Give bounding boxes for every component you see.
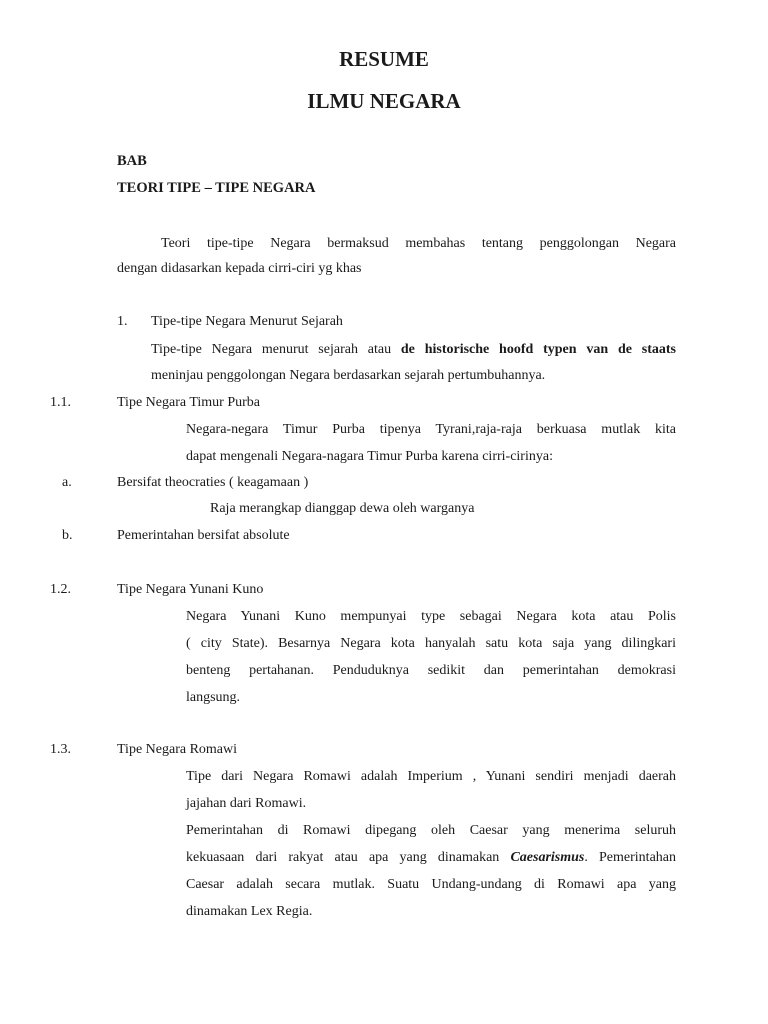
document-subtitle: ILMU NEGARA (307, 89, 461, 113)
list-item-b: Pemerintahan bersifat absolute (117, 528, 290, 543)
section-1-1-number: 1.1. (50, 395, 71, 410)
list-item-a-detail: Raja merangkap dianggap dewa oleh warganya (210, 501, 475, 516)
section-1-1-line-2: dapat mengenali Negara-nagara Timur Purba karena cirri-cirinya: (186, 449, 553, 464)
section-1-2-line-1: Negara Yunani Kuno mempunyai type sebagai Negara kota atau Polis (186, 609, 676, 624)
section-1-1-line-1: Negara-negara Timur Purba tipenya Tyrani,raja-raja berkuasa mutlak kita (186, 422, 676, 437)
section-1-heading: Tipe-tipe Negara Menurut Sejarah (151, 314, 343, 329)
intro-line-2: dengan didasarkan kepada cirri-ciri yg khas (117, 261, 362, 276)
list-item-a: Bersifat theocraties ( keagamaan ) (117, 475, 309, 490)
section-1-2-line-4: langsung. (186, 690, 241, 705)
section-1-3-heading: Tipe Negara Romawi (117, 742, 238, 757)
section-1-3-number: 1.3. (50, 742, 71, 757)
section-1-3-p1-line-2: jajahan dari Romawi. (186, 796, 307, 811)
list-marker-b: b. (62, 528, 73, 543)
section-1-3-p2-line-4: dinamakan Lex Regia. (186, 904, 313, 919)
section-1-3-p2-line-1: Pemerintahan di Romawi dipegang oleh Caesar yang menerima seluruh (186, 823, 676, 838)
intro-line-1: Teori tipe-tipe Negara bermaksud membahas tentang penggolongan Negara (161, 236, 676, 251)
chapter-name: TEORI TIPE – TIPE NEGARA (117, 180, 316, 196)
section-1-body-line-1: Tipe-tipe Negara menurut sejarah atau de historische hoofd typen van de staats (151, 342, 676, 357)
section-1-2-number: 1.2. (50, 582, 71, 597)
section-1-3-p1-line-1: Tipe dari Negara Romawi adalah Imperium , Yunani sendiri menjadi daerah (186, 769, 676, 784)
section-1-2-line-2: ( city State). Besarnya Negara kota hanyalah satu kota saja yang dilingkari (186, 636, 676, 651)
section-1-1-heading: Tipe Negara Timur Purba (117, 395, 260, 410)
section-1-2-line-3: benteng pertahanan. Penduduknya sedikit dan pemerintahan demokrasi (186, 663, 676, 678)
section-1-number: 1. (117, 314, 128, 329)
caesarismus-term: Caesarismus (510, 850, 585, 865)
chapter-label: BAB (117, 153, 147, 169)
section-1-3-p2-line-2: kekuasaan dari rakyat atau apa yang dinamakan Caesarismus. Pemerintahan (186, 850, 676, 865)
section-1-body-line-2: meninjau penggolongan Negara berdasarkan sejarah pertumbuhannya. (151, 368, 546, 383)
section-1-2-heading: Tipe Negara Yunani Kuno (117, 582, 264, 597)
document-title: RESUME (339, 47, 429, 71)
list-marker-a: a. (62, 475, 72, 490)
dutch-term: de historische hoofd typen van de staats (400, 342, 676, 357)
section-1-3-p2-line-3: Caesar adalah secara mutlak. Suatu Undang-undang di Romawi apa yang (186, 877, 676, 892)
